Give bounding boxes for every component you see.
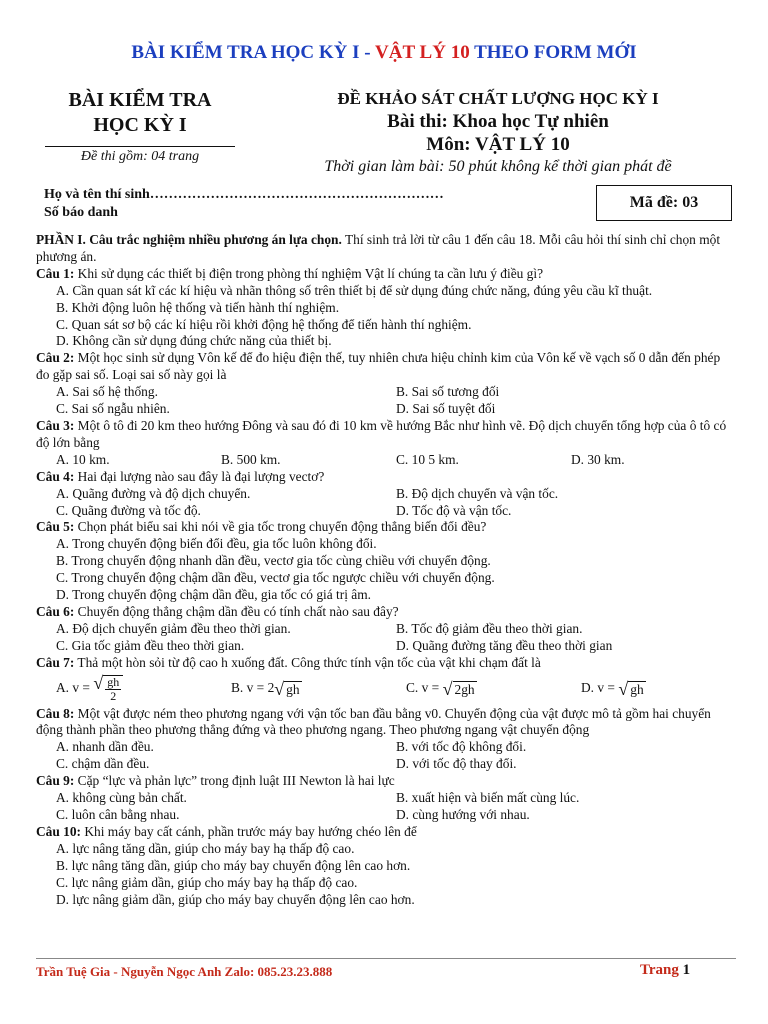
option-row: [36, 384, 736, 401]
answer-option: B. Trong chuyển động nhanh dần đều, vectơ gia tốc cùng chiều với chuyển động.: [56, 553, 491, 569]
student-id-line: Số báo danh: [44, 205, 118, 220]
exam-name: ĐỀ KHẢO SÁT CHẤT LƯỢNG HỌC KỲ I: [337, 89, 659, 108]
question-label: Câu 9:: [36, 773, 75, 789]
radicand: gh: [286, 682, 300, 698]
student-info: [44, 186, 444, 222]
question-label: Câu 5:: [36, 519, 75, 535]
question-stem: [36, 519, 736, 536]
answer-option: D. Tốc độ và vận tốc.: [396, 502, 512, 518]
exam-title-line2: HỌC KỲ I: [93, 114, 187, 136]
formula-lhs: v = 2: [246, 680, 275, 696]
question-label: Câu 8:: [36, 705, 75, 721]
answer-option: D. Không cần sử dụng đúng chức năng của thiết bị.: [56, 333, 332, 349]
option-row: [36, 503, 736, 520]
sqrt-symbol: √ 2gh: [442, 679, 475, 700]
question-stem: [36, 469, 736, 486]
exam-duration: Thời gian làm bài: 50 phút không kể thời gian phát đề: [324, 158, 672, 175]
question-label: Câu 10:: [36, 823, 82, 839]
question-label: Câu 3:: [36, 417, 75, 433]
option-letter: A.: [56, 679, 70, 695]
footer-divider: [36, 958, 736, 959]
answer-option: C. 10 5 km.: [396, 451, 459, 467]
footer-author: Trần Tuệ Gia - Nguyễn Ngọc Anh Zalo: 085.23.23.888: [36, 964, 333, 979]
answer-option: B. xuất hiện và biến mất cùng lúc.: [396, 790, 580, 806]
option-row: [36, 452, 736, 469]
question-stem: [36, 824, 736, 841]
formula-lhs: v =: [421, 680, 440, 696]
exam-subject: Môn: VẬT LÝ 10: [426, 134, 570, 155]
answer-option: [561, 679, 736, 700]
question-list: [36, 232, 736, 908]
answer-option: D. cùng hướng với nhau.: [396, 807, 530, 822]
answer-option: [36, 672, 211, 703]
question-text: Cặp “lực và phản lực” trong định luật III Newton là hai lực: [74, 773, 395, 789]
answer-option: A. Quãng đường và độ dịch chuyển.: [56, 485, 251, 501]
page-number: 1: [682, 962, 691, 978]
banner-part3: THEO FORM MỚI: [469, 42, 637, 63]
answer-option: C. Sai số ngẫu nhiên.: [56, 401, 170, 417]
option-row: [36, 790, 736, 807]
answer-option: D. với tốc độ thay đổi.: [396, 756, 517, 772]
exam-header: [268, 88, 728, 178]
banner-part1: BÀI KIỂM TRA HỌC KỲ I -: [131, 42, 376, 63]
answer-option: C. lực nâng giảm dần, giúp cho máy bay hạ thấp độ cao.: [56, 874, 358, 890]
answer-option: [211, 679, 386, 700]
answer-option: C. chậm dần đều.: [56, 756, 150, 772]
answer-option: A. Sai số hệ thống.: [56, 384, 158, 400]
sqrt-symbol: √ $\frac{gh}{2}$: [93, 675, 123, 703]
radicand: gh: [630, 682, 644, 698]
answer-option: A. nhanh dần đều.: [56, 739, 154, 755]
formula-fraction: [105, 676, 121, 703]
question-stem: [36, 418, 736, 452]
radicand: 2gh: [454, 682, 475, 698]
footer-page: [640, 962, 690, 979]
question-text: Một học sinh sử dụng Vôn kế để đo hiệu điện thế, tuy nhiên chưa hiệu chỉnh kim của Vôn kế về vạch số 0 dẫn đến phép đo gặp sai số. Loại sai số này gọi là: [36, 350, 721, 383]
student-name-line: Họ và tên thí sinh………………………………………………………: [44, 187, 444, 202]
option-row: [36, 621, 736, 638]
question-text: Khi máy bay cất cánh, phần trước máy bay hướng chéo lên để: [81, 823, 417, 839]
answer-option: D. Sai số tuyệt đối: [396, 401, 496, 417]
exam-title-line1: BÀI KIỂM TRA: [68, 89, 212, 111]
answer-option: B. 500 km.: [221, 451, 281, 467]
answer-option: C. Gia tốc giảm đều theo thời gian.: [56, 637, 245, 653]
answer-option: D. Trong chuyển động chậm dần đều, gia tốc có giá trị âm.: [56, 587, 371, 603]
option-row: [36, 672, 736, 706]
banner-part2: VẬT LÝ 10: [375, 42, 470, 63]
part1-instruction: Thí sinh trả lời từ câu 1 đến câu 18. Mỗi câu hỏi thí sinh chỉ chọn một phương án.: [36, 232, 721, 264]
question-text: Chuyển động thẳng chậm dần đều có tính chất nào sau đây?: [74, 603, 399, 619]
answer-option: B. Sai số tương đối: [396, 384, 500, 400]
answer-option: B. Tốc độ giảm đều theo thời gian.: [396, 620, 583, 636]
option-row: [36, 807, 736, 824]
page-banner: [0, 42, 768, 64]
answer-option: B. lực nâng tăng dần, giúp cho máy bay chuyển động lên cao hơn.: [56, 857, 411, 873]
option-row: [36, 739, 736, 756]
answer-option: C. Quan sát sơ bộ các kí hiệu rồi khởi động hệ thống để tiến hành thí nghiệm.: [56, 316, 472, 332]
answer-option: A. Cần quan sát kĩ các kí hiệu và nhãn thông số trên thiết bị để sử dụng đúng chức năng, đúng yêu cầu kĩ thuật.: [56, 282, 653, 298]
option-letter: B.: [231, 680, 244, 696]
answer-option: B. Độ dịch chuyển và vận tốc.: [396, 485, 559, 501]
part1-title: PHẦN I. Câu trắc nghiệm nhiều phương án lựa chọn.: [36, 232, 342, 247]
answer-option: D. 30 km.: [571, 451, 625, 467]
fraction-denominator: 2: [110, 688, 117, 703]
answer-option: D. lực nâng giảm dần, giúp cho máy bay chuyển động lên cao hơn.: [56, 891, 415, 907]
question-text: Hai đại lượng nào sau đây là đại lượng vectơ?: [74, 468, 325, 484]
option-row: [36, 401, 736, 418]
answer-option: C. Trong chuyển động chậm dần đều, vectơ gia tốc ngược chiều với chuyển động.: [56, 570, 495, 586]
question-text: Một vật được ném theo phương ngang với vận tốc ban đầu bằng v0. Chuyển động của vật được mô tả gồm hai chuyển động thành phần theo phương thẳng đứng và theo phương ngang. Theo phương ngang vật chuyển động: [36, 705, 711, 738]
answer-option: D. Quãng đường tăng đều theo thời gian: [396, 637, 613, 653]
question-label: Câu 1:: [36, 265, 75, 281]
answer-option: A. Trong chuyển động biến đổi đều, gia tốc luôn không đổi.: [56, 536, 377, 552]
option-row: [36, 638, 736, 655]
answer-option: A. lực nâng tăng dần, giúp cho máy bay hạ thấp độ cao.: [56, 840, 355, 856]
answer-option: [386, 679, 561, 700]
exam-code-box: Mã đề: 03: [596, 185, 732, 221]
sqrt-symbol: √ gh: [274, 679, 300, 700]
formula-lhs: v =: [72, 679, 90, 695]
question-label: Câu 4:: [36, 468, 75, 484]
question-text: Một ô tô đi 20 km theo hướng Đông và sau đó đi 10 km về hướng Bắc như hình vẽ. Độ dịch chuyển tổng hợp của ô tô có độ lớn bằng: [36, 417, 727, 450]
answer-option: C. Quãng đường và tốc độ.: [56, 502, 201, 518]
question-text: Thả một hòn sỏi từ độ cao h xuống đất. Công thức tính vận tốc của vật khi chạm đất là: [74, 654, 541, 670]
formula-lhs: v =: [597, 680, 615, 696]
part1-intro: [36, 232, 736, 266]
answer-option: A. 10 km.: [56, 451, 110, 467]
question-text: Chọn phát biểu sai khi nói về gia tốc trong chuyển động thẳng biến đổi đều?: [74, 519, 487, 535]
question-stem: [36, 350, 736, 384]
question-text: Khi sử dụng các thiết bị điện trong phòng thí nghiệm Vật lí chúng ta cần lưu ý điều gì?: [74, 265, 544, 281]
question-label: Câu 7:: [36, 654, 75, 670]
answer-option: A. không cùng bản chất.: [56, 790, 187, 806]
question-stem: [36, 266, 736, 283]
fraction-numerator: gh: [107, 674, 120, 689]
question-label: Câu 6:: [36, 603, 75, 619]
question-stem: [36, 773, 736, 790]
answer-option: A. Độ dịch chuyển giảm đều theo thời gian.: [56, 620, 291, 636]
school-header: [40, 88, 240, 165]
question-label: Câu 2:: [36, 350, 75, 366]
answer-option: B. với tốc độ không đổi.: [396, 739, 527, 755]
option-row: [36, 756, 736, 773]
question-stem: [36, 706, 736, 740]
page-count-note: Đề thi gồm: 04 trang: [80, 149, 200, 164]
sqrt-symbol: √ gh: [618, 679, 644, 700]
option-row: [36, 486, 736, 503]
answer-option: B. Khởi động luôn hệ thống và tiến hành thí nghiệm.: [56, 299, 340, 315]
question-stem: [36, 655, 736, 672]
option-letter: D.: [581, 680, 595, 696]
question-stem: [36, 604, 736, 621]
answer-option: C. luôn cân bằng nhau.: [56, 807, 180, 822]
exam-subject-area: Bài thi: Khoa học Tự nhiên: [387, 111, 609, 132]
page-label: Trang: [640, 962, 683, 978]
header-divider: [45, 146, 235, 147]
option-letter: C.: [406, 680, 419, 696]
